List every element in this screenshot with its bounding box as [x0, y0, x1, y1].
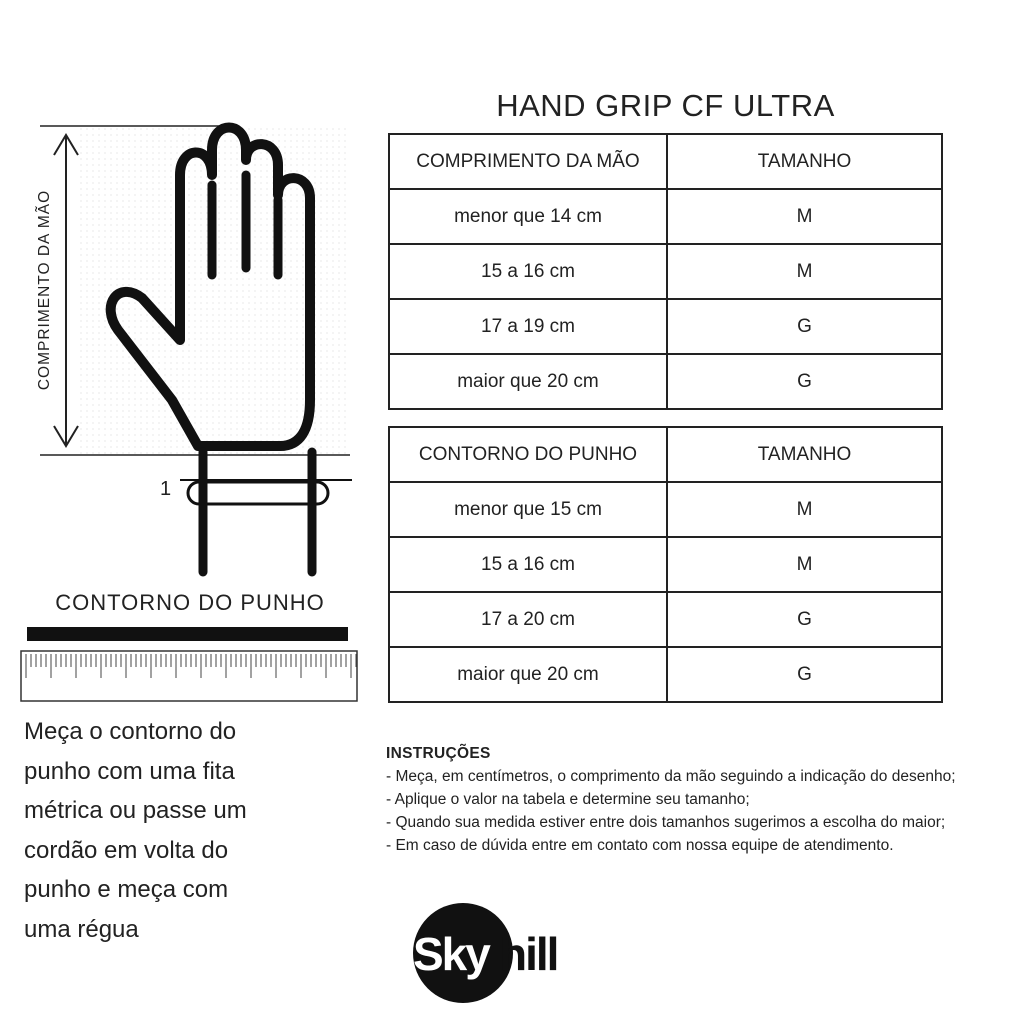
measure-instructions [24, 712, 354, 949]
size-cell: M [667, 482, 942, 537]
table-row [389, 354, 942, 409]
instruction-item: - Aplique o valor na tabela e determine seu tamanho; [386, 791, 750, 808]
size-cell: G [667, 592, 942, 647]
instructions-block [386, 742, 1016, 857]
instructions-heading: INSTRUÇÕES [386, 745, 491, 762]
table-row [389, 299, 942, 354]
hand-length-table [388, 133, 943, 410]
hand-diagram [0, 115, 370, 585]
text-line: Meça o contorno do [24, 718, 237, 745]
instruction-item: - Meça, em centímetros, o comprimento da mão seguindo a indicação do desenho; [386, 768, 956, 785]
size-cell: G [667, 299, 942, 354]
table-row [389, 482, 942, 537]
table-header-row [389, 134, 942, 189]
range-cell: 15 a 16 cm [389, 537, 667, 592]
range-cell: maior que 20 cm [389, 354, 667, 409]
instruction-item: - Em caso de dúvida entre em contato com nossa equipe de atendimento. [386, 837, 894, 854]
svg-text:Sky: Sky [413, 928, 489, 980]
wrist-marker: 1 [160, 478, 172, 500]
column-header: TAMANHO [667, 134, 942, 189]
skyhill-logo [408, 898, 588, 1008]
wrist-circumference-table [388, 426, 943, 703]
instruction-item: - Quando sua medida estiver entre dois tamanhos sugerimos a escolha do maior; [386, 814, 946, 831]
text-line: uma régua [24, 915, 139, 943]
range-cell: maior que 20 cm [389, 647, 667, 702]
table-row [389, 647, 942, 702]
range-cell: 15 a 16 cm [389, 244, 667, 299]
size-cell: G [667, 647, 942, 702]
column-header: TAMANHO [667, 427, 942, 482]
column-header: COMPRIMENTO DA MÃO [389, 134, 667, 189]
text-line: punho com uma fita [24, 757, 235, 785]
table-row [389, 537, 942, 592]
page-title: HAND GRIP CF ULTRA [496, 88, 835, 123]
measuring-tape [27, 627, 348, 641]
size-cell: M [667, 537, 942, 592]
range-cell: 17 a 19 cm [389, 299, 667, 354]
text-line: punho e meça com [24, 876, 229, 903]
size-cell: G [667, 354, 942, 409]
range-cell: 17 a 20 cm [389, 592, 667, 647]
size-cell: M [667, 189, 942, 244]
svg-text:hill: hill [499, 928, 558, 980]
hand-length-label: COMPRIMENTO DA MÃO [36, 189, 53, 391]
text-line: métrica ou passe um [24, 797, 247, 824]
text-line: cordão em volta do [24, 836, 229, 864]
table-row [389, 189, 942, 244]
double-arrow-icon [54, 135, 78, 446]
range-cell: menor que 15 cm [389, 482, 667, 537]
size-cell: M [667, 244, 942, 299]
table-row [389, 244, 942, 299]
table-header-row [389, 427, 942, 482]
ruler-icon [20, 650, 358, 702]
column-header: CONTORNO DO PUNHO [389, 427, 667, 482]
wrist-label: CONTORNO DO PUNHO [55, 590, 325, 615]
range-cell: menor que 14 cm [389, 189, 667, 244]
table-row [389, 592, 942, 647]
